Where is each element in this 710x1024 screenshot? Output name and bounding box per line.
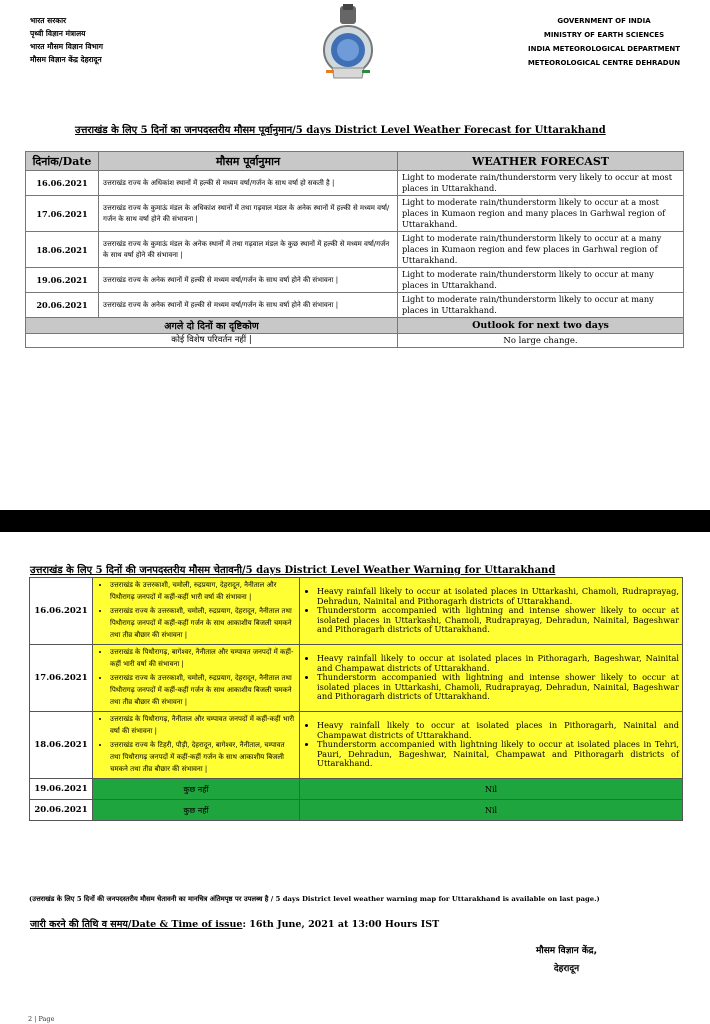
header-hindi (30, 14, 103, 66)
table-row (30, 578, 683, 645)
warning-hindi (93, 712, 300, 779)
warning-english-item: • Thunderstorm accompanied with lightning and intense shower likely to occur at isolated places in Uttarkashi, Chamoli, Rudraprayag, Dehradun, Nainital, Bageshwar and Pithoragarh districts of Uttarakhand. (317, 673, 679, 702)
forecast-date: 18.06.2021 (26, 232, 99, 268)
forecast-english: Light to moderate rain/thunderstorm likely to occur at a most places in Kumaon region and many places in Garhwal region of Uttarakhand. (398, 196, 684, 232)
warning-hindi-item: • उत्तराखंड के उत्तरकाशी, चमोली, रुद्रप्रयाग, देहरादून, नैनीताल और पिथौरागढ़ जनपदों में कहीं-कहीं भारी वर्षा की संभावना | (110, 579, 296, 603)
outlook-english-label: Outlook for next two days (398, 318, 684, 334)
forecast-date: 17.06.2021 (26, 196, 99, 232)
warning-hindi (93, 578, 300, 645)
forecast-date: 20.06.2021 (26, 293, 99, 318)
warning-english-item: • Thunderstorm accompanied with lightning likely to occur at isolated places in Tehri, Pauri, Dehradun, Bageshwar, Nainital, Champawat and Pithoragarh districts of Uttarakhand. (317, 740, 679, 769)
warning-hindi-item: • उत्तराखंड के पिथौरागढ़, बागेश्वर, नैनीताल और चम्पावत जनपदों में कहीं-कहीं भारी वर्षा की संभावना | (110, 646, 296, 670)
forecast-english: Light to moderate rain/thunderstorm likely to occur at a many places in Kumaon region and few places in Garhwal region of Uttarakhand. (398, 232, 684, 268)
issue-value: : 16th June, 2021 at 13:00 Hours IST (242, 919, 440, 930)
table-row (30, 712, 683, 779)
outlook-hindi-value: कोई विशेष परिवर्तन नहीं | (26, 334, 398, 348)
header-hindi-line: भारत सरकार (30, 16, 67, 25)
header-hindi-line: भारत मौसम विज्ञान विभाग (30, 42, 103, 51)
warning-hindi-nil: कुछ नहीं (93, 779, 300, 800)
outlook-english-value: No large change. (398, 334, 684, 348)
imd-emblem-icon (322, 4, 374, 82)
forecast-english: Light to moderate rain/thunderstorm very likely to occur at most places in Uttarakhand. (398, 171, 684, 196)
warning-title: उत्तराखंड के लिए 5 दिनों की जनपदस्तरीय मौसम चेतावनी/5 days District Level Weather Warning for Uttarakhand (30, 565, 556, 576)
warning-hindi-item: • उत्तराखंड राज्य के टिहरी, पौड़ी, देहरादून, बागेश्वर, नैनीताल, चम्पावत तथा पिथौरागढ़ जनपदों में कहीं-कहीं गर्जन के साथ आकाशीय बिजली चमकने तथा तीव्र बौछार की संभावना | (110, 739, 296, 775)
table-row (26, 171, 684, 196)
header-english-line: GOVERNMENT OF INDIA (557, 17, 651, 25)
header-hindi-line: पृथ्वी विज्ञान मंत्रालय (30, 29, 86, 38)
warning-english-item: • Thunderstorm accompanied with lightning and intense shower likely to occur at isolated places in Uttarkashi, Chamoli, Rudraprayag, Dehradun, Nainital, Bageshwar and Pithoragarh districts of Uttarakhand. (317, 606, 679, 635)
hindi-forecast-column-header: मौसम पूर्वानुमान (99, 152, 398, 171)
signature-block (536, 942, 597, 978)
forecast-date: 19.06.2021 (26, 268, 99, 293)
forecast-table (25, 151, 684, 348)
header-english-line: INDIA METEOROLOGICAL DEPARTMENT (527, 45, 681, 53)
date-column-header: दिनांक/Date (26, 152, 99, 171)
page-number: 2 | Page (28, 1015, 55, 1023)
warning-english (300, 712, 683, 779)
signature-line-1: मौसम विज्ञान केंद्र, (536, 946, 597, 956)
map-note: (उत्तराखंड के लिए 5 दिनों की जनपदस्तरीय मौसम चेतावनी का मानचित्र अंतिमपृष्ठ पर उपलब्ध है / 5 days District level weather warning map for Uttarakhand is available on last page.) (29, 895, 600, 903)
warning-english-item: • Heavy rainfall likely to occur at isolated places in Uttarkashi, Chamoli, Rudraprayag, Dehradun, Nainital and Pithoragarh districts of Uttarakhand. (317, 587, 679, 606)
outlook-hindi-label: अगले दो दिनों का दृष्टिकोण (26, 318, 398, 334)
outlook-header-row (26, 318, 684, 334)
forecast-english: Light to moderate rain/thunderstorm likely to occur at many places in Uttarakhand. (398, 293, 684, 318)
table-row (26, 268, 684, 293)
warning-date: 20.06.2021 (30, 800, 93, 821)
warning-hindi-item: • उत्तराखंड राज्य के उत्तरकाशी, चमोली, रुद्रप्रयाग, देहरादून, नैनीताल तथा पिथौरागढ़ जनपदों में कहीं-कहीं गर्जन के साथ आकाशीय बिजली चमकने तथा तीव्र बौछार की संभावना | (110, 672, 296, 708)
table-row (30, 800, 683, 821)
issue-label: जारी करने की तिथि व समय/Date & Time of issue (30, 919, 243, 930)
forecast-hindi: उत्तराखंड राज्य के कुमाऊं मंडल के अनेक स्थानों में तथा गढ़वाल मंडल के कुछ स्थानों में हल्की से मध्यम वर्षा/गर्जन के साथ वर्षा होने की संभावना | (99, 232, 398, 268)
warning-date: 17.06.2021 (30, 645, 93, 712)
issue-line (30, 917, 439, 930)
table-row (30, 645, 683, 712)
warning-date: 16.06.2021 (30, 578, 93, 645)
table-row (26, 232, 684, 268)
outlook-value-row (26, 334, 684, 348)
warning-date: 18.06.2021 (30, 712, 93, 779)
warning-hindi-nil: कुछ नहीं (93, 800, 300, 821)
table-row (30, 779, 683, 800)
page-1 (0, 0, 710, 510)
forecast-date: 16.06.2021 (26, 171, 99, 196)
warning-english-nil: Nil (300, 779, 683, 800)
forecast-hindi: उत्तराखंड राज्य के अधिकांश स्थानों में हल्की से मध्यम वर्षा/गर्जन के साथ वर्षा हो सकती है | (99, 171, 398, 196)
warning-english-item: • Heavy rainfall likely to occur at isolated places in Pithoragarh, Nainital and Champawat districts of Uttarakhand. (317, 721, 679, 740)
warning-english (300, 645, 683, 712)
warning-hindi-item: • उत्तराखंड राज्य के उत्तरकाशी, चमोली, रुद्रप्रयाग, देहरादून, नैनीताल तथा पिथौरागढ़ जनपदों में कहीं-कहीं गर्जन के साथ आकाशीय बिजली चमकने तथा तीव्र बौछार की संभावना | (110, 605, 296, 641)
warning-hindi-item: • उत्तराखंड के पिथौरागढ़, नैनीताल और चम्पावत जनपदों में कहीं-कहीं भारी वर्षा की संभावना | (110, 713, 296, 737)
forecast-hindi: उत्तराखंड राज्य के अनेक स्थानों में हल्की से मध्यम वर्षा/गर्जन के साथ वर्षा होने की संभावना | (99, 268, 398, 293)
signature-line-2: देहरादून (553, 964, 580, 974)
table-row (26, 196, 684, 232)
page-separator (0, 510, 710, 532)
warning-date: 19.06.2021 (30, 779, 93, 800)
table-row (26, 293, 684, 318)
warning-table (29, 577, 683, 821)
forecast-hindi: उत्तराखंड राज्य के कुमाऊं मंडल के अधिकांश स्थानों में तथा गढ़वाल मंडल के अनेक स्थानों में हल्की से मध्यम वर्षा/गर्जन के साथ वर्षा होने की संभावना | (99, 196, 398, 232)
forecast-title: उत्तराखंड के लिए 5 दिनों का जनपदस्तरीय मौसम पूर्वानुमान/5 days District Level Weather Forecast for Uttarakhand (75, 125, 606, 136)
forecast-header-row (26, 152, 684, 171)
header-hindi-line: मौसम विज्ञान केंद्र देहरादून (30, 55, 102, 64)
warning-english (300, 578, 683, 645)
header-english-line: MINISTRY OF EARTH SCIENCES (543, 31, 665, 39)
warning-english-nil: Nil (300, 800, 683, 821)
page-2 (0, 532, 710, 1024)
header-english (520, 14, 688, 70)
forecast-english: Light to moderate rain/thunderstorm likely to occur at many places in Uttarakhand. (398, 268, 684, 293)
header-english-line: METEOROLOGICAL CENTRE DEHRADUN (527, 59, 681, 67)
warning-hindi (93, 645, 300, 712)
forecast-hindi: उत्तराखंड राज्य के अनेक स्थानों में हल्की से मध्यम वर्षा/गर्जन के साथ वर्षा होने की संभावना | (99, 293, 398, 318)
english-forecast-column-header: WEATHER FORECAST (398, 152, 684, 171)
warning-english-item: • Heavy rainfall likely to occur at isolated places in Pithoragarh, Bageshwar, Nainital and Champawat districts of Uttarakhand. (317, 654, 679, 673)
